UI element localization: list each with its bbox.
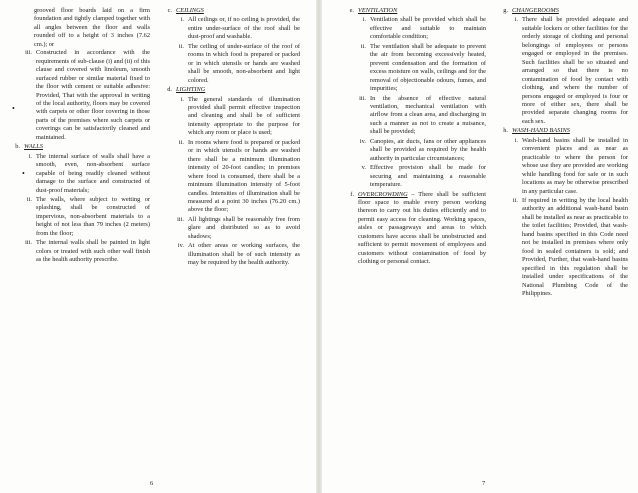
item-text: There shall be provided adequate and suitable lockers or other facilities for the orderly storage of clothing and personal belongings of employees or persons engaged or employed in the premises. Such facilities shall be so situated and arranged so that there is no contamination of food by contact with clothing, and where the number of persons engaged or employed is four or more of either sex, there shall be provided separate changing rooms for each sex. <box>522 16 628 125</box>
lighting-item-iii <box>160 216 300 241</box>
lighting-item-ii <box>160 139 300 215</box>
ventilation-heading <box>336 7 486 15</box>
item-text: All lightings shall be reasonably free from glare and distributed so as to avoid shadows; <box>188 215 300 240</box>
margin-mark: • <box>22 169 25 178</box>
item-number: i. <box>514 16 518 24</box>
item-number: ii. <box>26 195 32 203</box>
right-page <box>322 0 638 493</box>
lighting-heading <box>160 86 300 94</box>
item-text: The ventilation shall be adequate to prevent the air from becoming excessively heated, prevent condensation and the formation of excess moisture on walls, ceilings and for the removal of objectionable odours, fumes, and impurities; <box>370 42 486 93</box>
item-number: v. <box>361 164 366 172</box>
item-number: iii. <box>177 215 184 223</box>
section-letter: h. <box>503 127 508 135</box>
walls-item-ii <box>20 196 150 238</box>
ventilation-item-iv <box>336 138 486 163</box>
item-text: In rooms where food is prepared or packed or in which utensils or hands are washed there shall be a minimum illumination intensity of 20-foot candles; in premises where food is consumed, there shall be a minimum illumination intensity of 5-foot candles. Intensities of illumination shall be measured at a point 30 inches (76.20 cm.) above the floor; <box>188 138 300 214</box>
wash-hand-basins-item-ii <box>496 197 628 298</box>
right-column-1 <box>336 7 486 268</box>
wash-hand-basins-item-i <box>496 137 628 196</box>
ceilings-heading <box>160 7 300 15</box>
ventilation-item-i <box>336 16 486 41</box>
section-title: WASH-HAND BASINS <box>512 127 570 135</box>
ventilation-item-v <box>336 164 486 189</box>
item-number: i. <box>362 16 366 24</box>
item-text: At other areas or working surfaces, the illumination shall be of such intensity as may be required by the health authority. <box>188 242 300 267</box>
right-column-2 <box>496 7 628 299</box>
item-number: ii. <box>178 42 184 50</box>
item-text: Constructed in accordance with the requirements of sub-clause (i) and (ii) of this clause and covered with linoleum, smooth surfaced rubber or similar material fixed to the floor with cement or suitable adhesive: Provided, That with the approval in writing of the local authority, floors may be covered with carpets or other floor covering in those parts of the premises where such carpets or coverings can be satisfactorily cleaned and maintained. <box>36 49 150 141</box>
item-number: iv. <box>359 137 366 145</box>
item-text: The ceiling of under-surface of the roof of rooms in which food is prepared or packed or in which utensils or hands are washed shall be smooth, non-absorbent and light colored. <box>188 42 300 84</box>
item-number: i. <box>180 16 184 24</box>
margin-mark: • <box>12 104 15 113</box>
left-page <box>0 0 316 493</box>
left-column-1 <box>15 7 150 266</box>
item-text: In the absence of effective natural ventilation, mechanical ventilation with airflow from a clean area, and discharging in such a manner as not to create a nuisance, shall be provided; <box>370 94 486 136</box>
changerooms-item-i <box>496 16 628 126</box>
section-title: VENTILATION <box>358 7 398 14</box>
section-title: WALLS <box>24 143 43 151</box>
page-number: 7 <box>482 480 486 487</box>
section-letter: g. <box>503 7 508 14</box>
item-number: ii. <box>360 42 366 50</box>
overcrowding-text: – There shall be sufficient floor space to enable every person working thereon to carry out his duties efficiently and to permit easy access for cleaning. Working spaces, aisles or passageways and areas to which customers have access shall be unobstructed and sufficient to permit movement of employees and customers without contamination of food by clothing or personal contact. <box>358 190 486 266</box>
item-number: iii. <box>25 49 32 57</box>
left-column-2 <box>160 7 300 269</box>
item-number: iv. <box>177 242 184 250</box>
item-number: iii. <box>25 239 32 247</box>
section-letter: e. <box>349 7 354 14</box>
item-number: i. <box>514 136 518 144</box>
item-number: i. <box>28 152 32 160</box>
item-text: Effective provision shall be made for securing and maintaining a reasonable temperature. <box>370 164 486 189</box>
page-number: 6 <box>150 480 154 487</box>
section-title: LIGHTING <box>176 86 206 94</box>
floor-continuation: grooved floor boards laid on a firm foundation and tightly clamped together with all angles between the floor and walls rounded off to a height of 3 inches (7.62 cm.); or <box>34 7 150 48</box>
section-letter: f. <box>350 190 354 198</box>
item-text: All ceilings or, if no ceiling is provided, the entire under-surface of the roof shall be dust-proof and washable. <box>188 16 300 41</box>
item-text: The internal walls shall be painted in light colors or treated with such other wall finish as the health authority prescribe. <box>36 239 150 264</box>
wash-hand-basins-heading <box>496 127 628 135</box>
item-text: Ventilation shall be provided which shall be effective and suitable to maintain comfortable condition; <box>370 16 486 41</box>
section-title: CHANGEROOMS <box>512 7 559 14</box>
item-text: If required in writing by the local health authority an additional wash-hand basin shall be installed as near as practicable to the toilet facilities; Provided, that wash-hand basins specified in this Code need not be installed in premises where only food in sealed containers is sold; and Provided, Further, that wash-hand basins specified in this regulation shall be installed under specifications of the National Plumbing Code of the Philippines. <box>522 196 628 297</box>
ventilation-item-ii <box>336 43 486 94</box>
item-text: The internal surface of walls shall have a smooth, even, non-absorbent surface capable of being readily cleaned without damage to the surface and constructed of dust-proof materials; <box>36 152 150 194</box>
floor-item-iii <box>20 49 150 142</box>
section-letter: b. <box>15 143 20 151</box>
section-title: OVERCROWDING <box>358 190 408 198</box>
item-text: Wash-hand basins shall be installed in convenient places and as near as practicable to where the person for whose use they are provided are working while handling food for safe or in such locations as may be otherwise prescribed in any particular case. <box>522 136 628 195</box>
walls-item-i <box>20 153 150 195</box>
item-number: iii. <box>359 94 366 102</box>
ceilings-item-i <box>160 16 300 41</box>
walls-item-iii <box>20 239 150 264</box>
walls-heading <box>6 143 150 151</box>
ventilation-item-iii <box>336 95 486 137</box>
lighting-item-i <box>160 96 300 138</box>
ceilings-item-ii <box>160 43 300 85</box>
section-title: CEILINGS <box>176 7 204 14</box>
overcrowding-section <box>336 191 486 267</box>
item-number: ii. <box>178 138 184 146</box>
section-letter: d. <box>167 86 172 94</box>
section-letter: c. <box>167 7 172 14</box>
item-text: The general standards of illumination provided shall permit effective inspection and cleaning and shall be of sufficient intensity appropriate to the purpose for which any room or place is used; <box>188 95 300 137</box>
lighting-item-iv <box>160 242 300 267</box>
changerooms-heading <box>496 7 628 15</box>
item-text: Canopies, air ducts, fans or other appliances shall be provided as required by the health authority in particular circumstances; <box>370 137 486 162</box>
item-number: i. <box>180 95 184 103</box>
item-number: ii. <box>512 196 518 204</box>
item-text: The walls, where subject to wetting or splashing, shall be constructed of impervious, non-absorbent materials to a height of not less than 79 inches (2 meters) from the floor; <box>36 195 150 237</box>
